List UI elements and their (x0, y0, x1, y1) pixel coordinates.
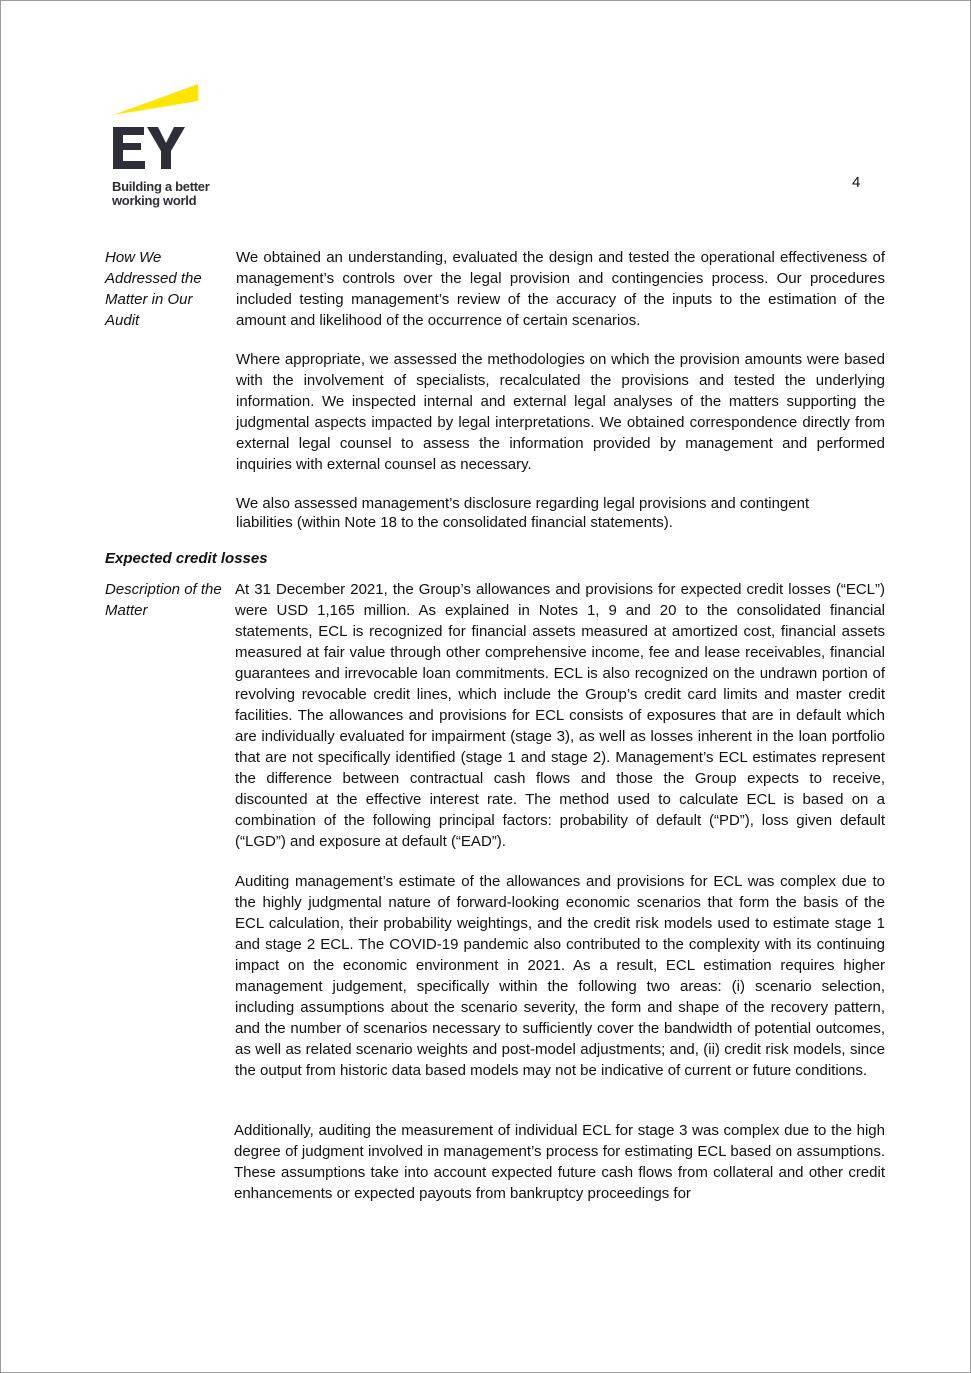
paragraph: Where appropriate, we assessed the methodologies on which the provision amounts were based with the involvement of specialists, recalculated the provisions and tested the underlying information. We inspected internal and external legal analyses of the matters supporting the judgmental aspects impacted by legal interpretations. We obtained correspondence directly from external legal counsel to assess the information provided by management and performed inquiries with external counsel as necessary. (236, 351, 885, 473)
page-number: 4 (852, 174, 861, 191)
paragraph: At 31 December 2021, the Group’s allowances and provisions for expected credit losses (“ECL”) were USD 1,165 million. As explained in Notes 1, 9 and 20 to the consolidated financial statements, ECL is recognized for financial assets measured at amortized cost, financial assets measured at fair value through other comprehensive income, fee and lease receivables, financial guarantees and irrevocable loan commitments. ECL is also recognized on the undrawn portion of revolving revocable credit lines, which include the Group’s credit card limits and master credit facilities. The allowances and provisions for ECL consists of exposures that are in default which are individually evaluated for impairment (stage 3), as well as losses inherent in the loan portfolio that are not specifically identified (stage 1 and stage 2). Management’s ECL estimates represent the difference between contractual cash flows and those the Group expects to receive, discounted at the effective interest rate. The method used to calculate ECL is based on a combination of the following principal factors: probability of default (“PD”), loss given default (“LGD”) and exposure at default (“EAD”). (235, 581, 885, 850)
section-label-description: Description of the Matter (105, 581, 222, 619)
ey-logo (110, 84, 230, 214)
paragraph: Additionally, auditing the measurement of individual ECL for stage 3 was complex due to the high degree of judgment involved in management’s process for estimating ECL based on assumptions. These assumptions take into account expected future cash flows from collateral and other credit enhancements or expected payouts from bankruptcy proceedings for (234, 1122, 885, 1202)
logo-beam (113, 84, 198, 115)
ey-logo-icon (110, 84, 230, 178)
section-heading: Expected credit losses (105, 550, 268, 567)
logo-letters (113, 127, 185, 169)
section-label-audit-response: How We Addressed the Matter in Our Audit (105, 249, 202, 329)
brand-tagline: Building a better working world (112, 179, 210, 208)
paragraph: We also assessed management’s disclosure regarding legal provisions and contingent liabilities (within Note 18 to the consolidated financial statements). (236, 495, 810, 531)
paragraph: We obtained an understanding, evaluated the design and tested the operational effectiveness of management’s controls over the legal provision and contingencies process. Our procedures included testing management’s review of the accuracy of the inputs to the estimation of the amount and likelihood of the occurrence of certain scenarios. (236, 249, 885, 329)
paragraph: Auditing management’s estimate of the allowances and provisions for ECL was complex due to the highly judgmental nature of forward-looking economic scenarios that form the basis of the ECL calculation, their probability weightings, and the credit risk models used to estimate stage 1 and stage 2 ECL. The COVID-19 pandemic also contributed to the complexity with its continuing impact on the economic environment in 2021. As a result, ECL estimation requires higher management judgement, specifically within the following two areas: (i) scenario selection, including assumptions about the scenario severity, the form and shape of the recovery pattern, and the number of scenarios necessary to sufficiently cover the bandwidth of potential outcomes, as well as related scenario weights and post-model adjustments; and, (ii) credit risk models, since the output from historic data based models may not be indicative of current or future conditions. (235, 873, 885, 1079)
